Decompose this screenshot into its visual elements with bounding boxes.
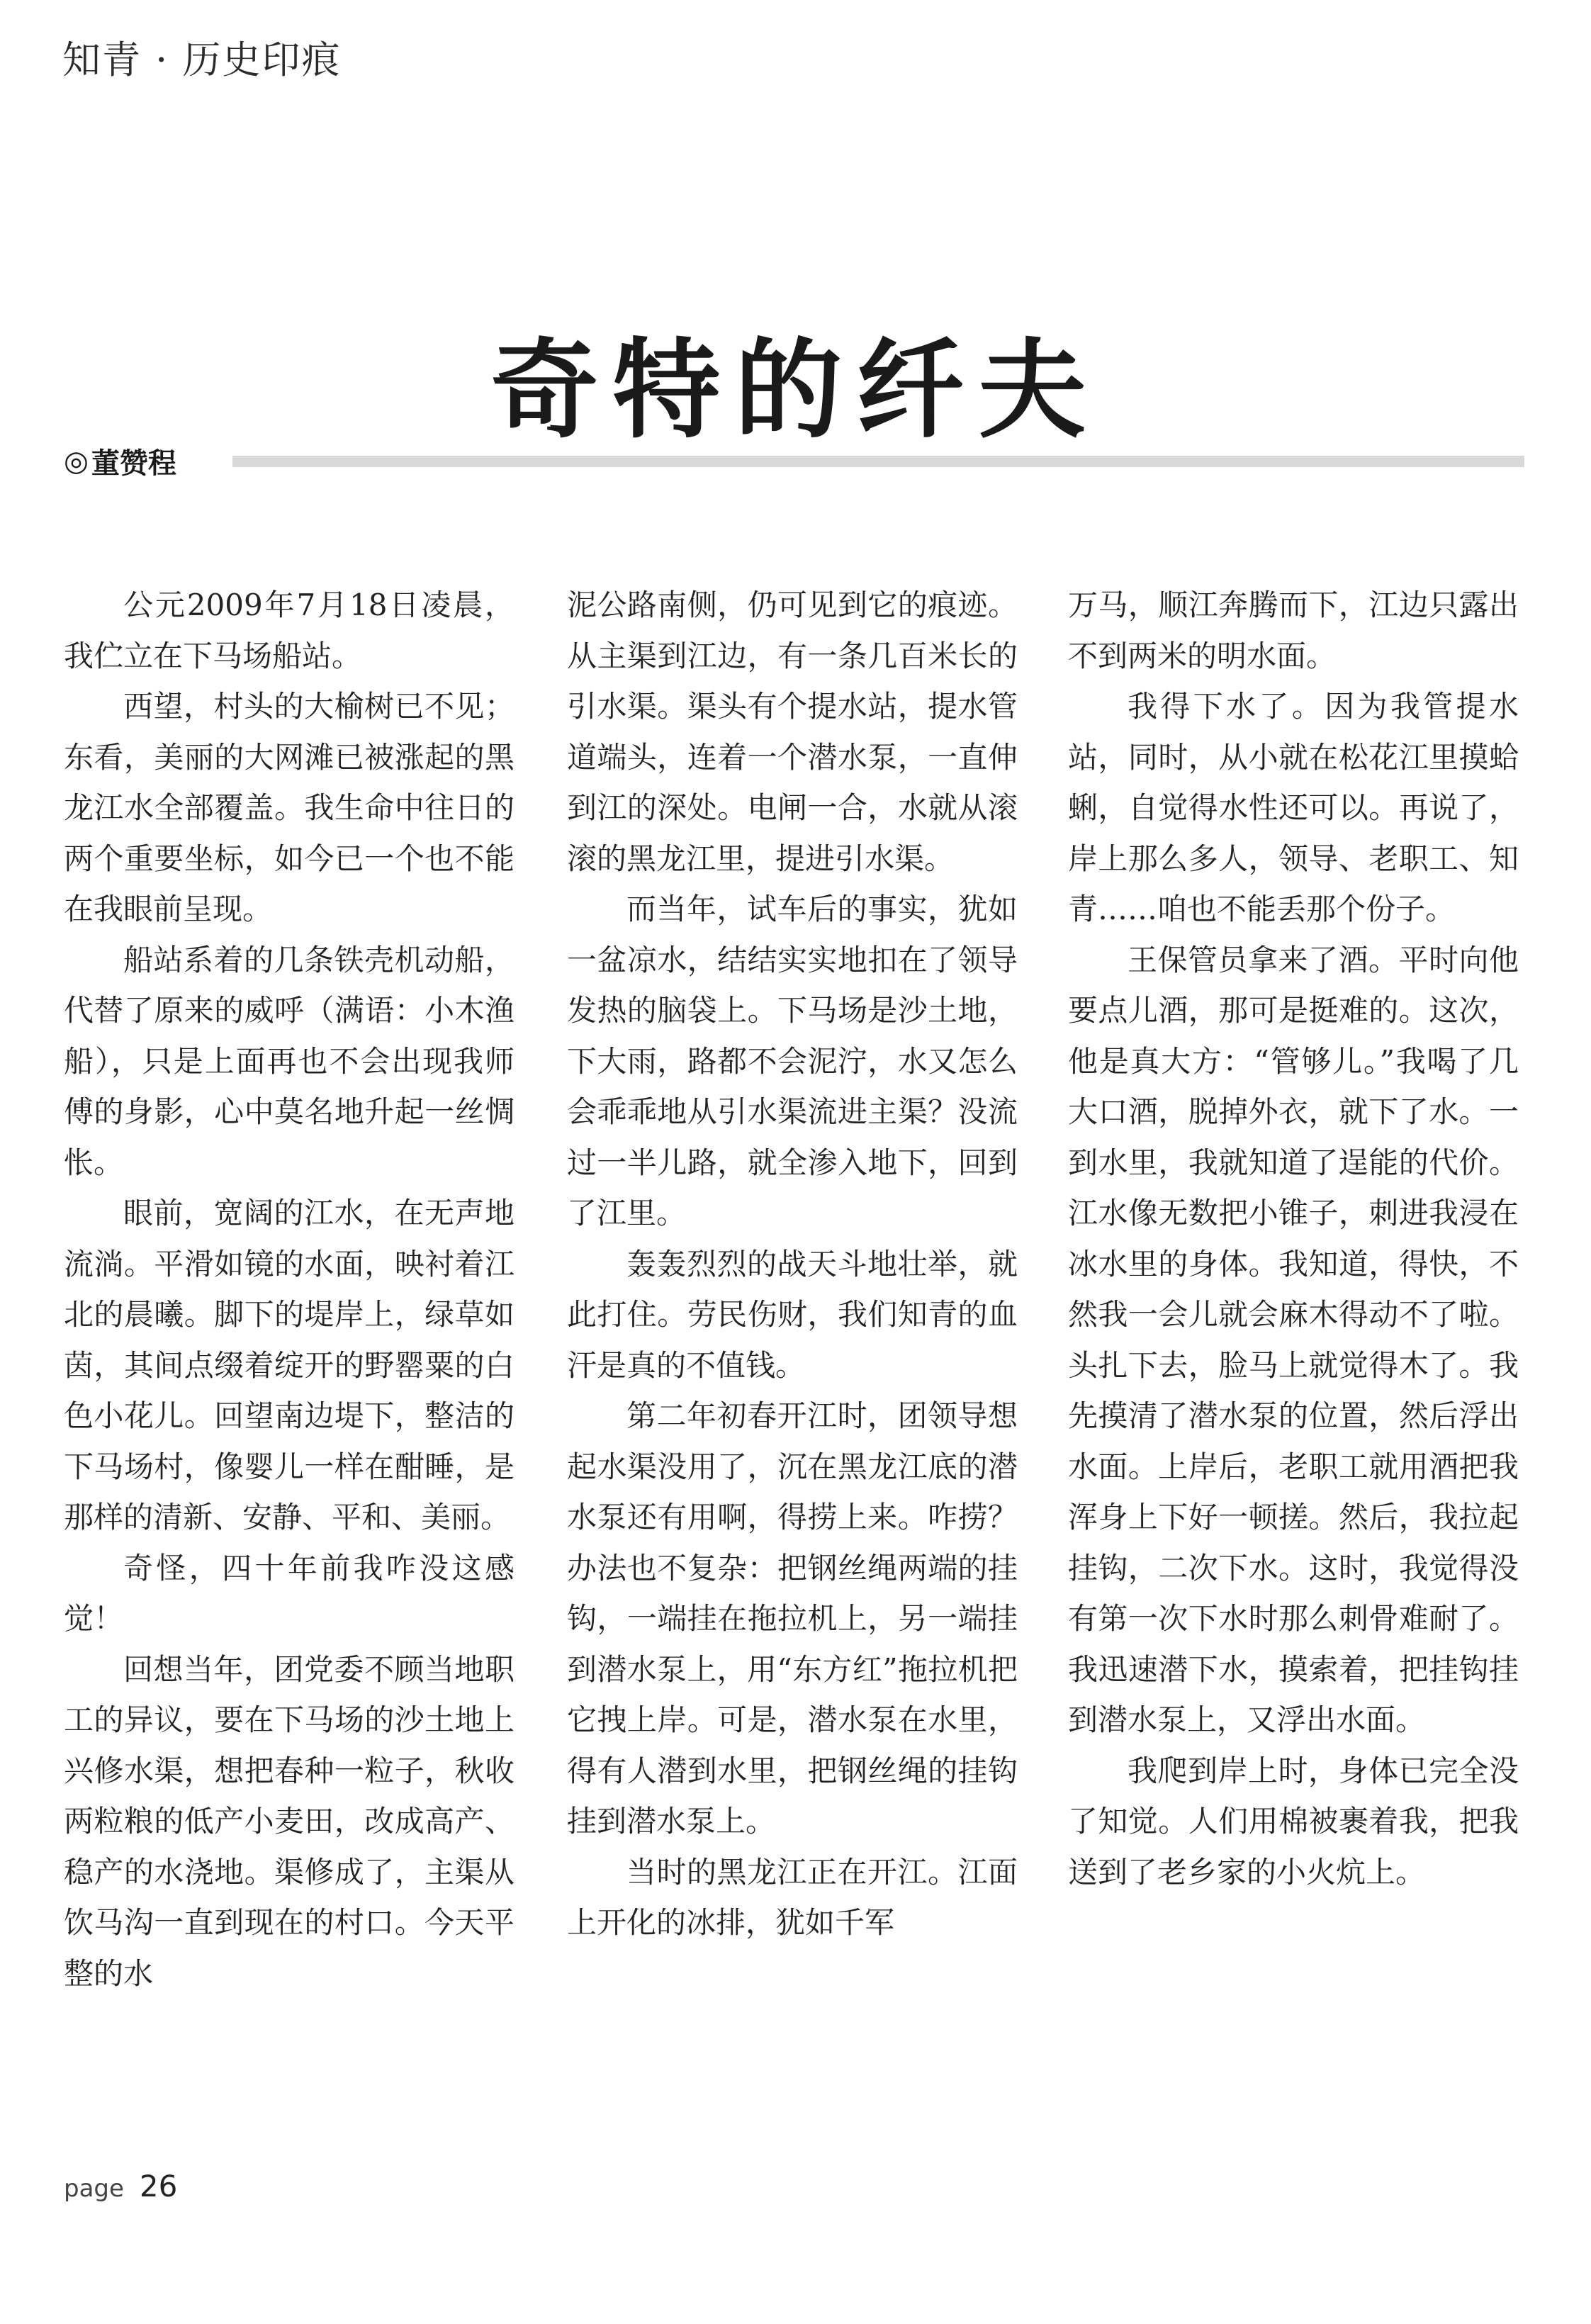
- byline-divider: [232, 456, 1524, 467]
- text-column-1: [64, 580, 515, 1999]
- paragraph-continued: 万马，顺江奔腾而下，江边只露出不到两米的明水面。: [1068, 588, 1519, 673]
- paragraph: 船站系着的几条铁壳机动船，代替了原来的威呼（满语：小木渔船），只是上面再也不会出现我师傅的身影，心中莫名地升起一丝惆怅。: [64, 942, 515, 1180]
- paragraph: 轰轰烈烈的战天斗地壮举，就此打住。劳民伤财，我们知青的血汗是真的不值钱。: [567, 1246, 1018, 1383]
- byline-mark-icon: ◎: [64, 444, 89, 478]
- byline: [64, 441, 176, 481]
- paragraph: 眼前，宽阔的江水，在无声地流淌。平滑如镜的水面，映衬着江北的晨曦。脚下的堤岸上，绿草如茵，其间点缀着绽开的野罂粟的白色小花儿。回望南边堤下，整洁的下马场村，像婴儿一样在酣睡，是那样的清新、安静、平和、美丽。: [64, 1196, 515, 1534]
- page-footer: [64, 2169, 177, 2204]
- paragraph: 而当年，试车后的事实，犹如一盆凉水，结结实实地扣在了领导发热的脑袋上。下马场是沙土地，下大雨，路都不会泥泞，水又怎么会乖乖地从引水渠流进主渠？没流过一半儿路，就全渗入地下，回到了江里。: [567, 892, 1018, 1230]
- paragraph: 我得下水了。因为我管提水站，同时，从小就在松花江里摸蛤蜊，自觉得水性还可以。再说了，岸上那么多人，领导、老职工、知青……咱也不能丢那个份子。: [1068, 689, 1519, 926]
- article-title: 奇特的纤夫: [490, 325, 1101, 453]
- text-column-3: [1068, 580, 1519, 1897]
- paragraph: 第二年初春开江时，团领导想起水渠没用了，沉在黑龙江底的潜水泵还有用啊，得捞上来。咋捞？办法也不复杂：把钢丝绳两端的挂钩，一端挂在拖拉机上，另一端挂到潜水泵上，用“东方红”拖拉机把它拽上岸。可是，潜水泵在水里，得有人潜到水里，把钢丝绳的挂钩挂到潜水泵上。: [567, 1398, 1018, 1839]
- page-number: 26: [139, 2169, 178, 2204]
- author-name: 董赞程: [91, 447, 176, 480]
- section-header: 知青 · 历史印痕: [62, 38, 342, 82]
- paragraph: 当时的黑龙江正在开江。江面上开化的冰排，犹如千军: [567, 1854, 1018, 1940]
- paragraph-continued: 泥公路南侧，仍可见到它的痕迹。从主渠到江边，有一条几百米长的引水渠。渠头有个提水站，提水管道端头，连着一个潜水泵，一直伸到江的深处。电闸一合，水就从滚滚的黑龙江里，提进引水渠。: [567, 588, 1018, 876]
- text-column-2: [567, 580, 1018, 1948]
- paragraph: 公元2009年7月18日凌晨，我伫立在下马场船站。: [64, 588, 515, 673]
- page-label: page: [64, 2174, 124, 2203]
- paragraph: 王保管员拿来了酒。平时向他要点儿酒，那可是挺难的。这次，他是真大方：“管够儿。”我喝了几大口酒，脱掉外衣，就下了水。一到水里，我就知道了逞能的代价。江水像无数把小锥子，刺进我浸在冰水里的身体。我知道，得快，不然我一会儿就会麻木得动不了啦。头扎下去，脸马上就觉得木了。我先摸清了潜水泵的位置，然后浮出水面。上岸后，老职工就用酒把我浑身上下好一顿搓。然后，我拉起挂钩，二次下水。这时，我觉得没有第一次下水时那么刺骨难耐了。我迅速潜下水，摸索着，把挂钩挂到潜水泵上，又浮出水面。: [1068, 942, 1519, 1737]
- paragraph: 西望，村头的大榆树已不见；东看，美丽的大网滩已被涨起的黑龙江水全部覆盖。我生命中往日的两个重要坐标，如今已一个也不能在我眼前呈现。: [64, 689, 515, 926]
- paragraph: 奇怪，四十年前我咋没这感觉！: [64, 1550, 515, 1636]
- paragraph: 回想当年，团党委不顾当地职工的异议，要在下马场的沙土地上兴修水渠，想把春种一粒子，秋收两粒粮的低产小麦田，改成高产、稳产的水浇地。渠修成了，主渠从饮马沟一直到现在的村口。今天平整的水: [64, 1651, 515, 1991]
- paragraph: 我爬到岸上时，身体已完全没了知觉。人们用棉被裹着我，把我送到了老乡家的小火炕上。: [1068, 1753, 1519, 1890]
